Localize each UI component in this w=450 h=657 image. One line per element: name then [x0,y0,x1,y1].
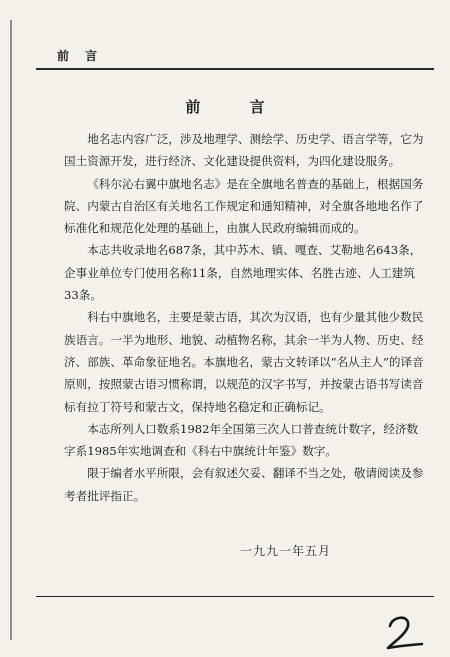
body-text [64,128,424,507]
paragraph: 限于编者水平所限，会有叙述欠妥、翻译不当之处，敬请阅读及参考者批评指正。 [64,466,424,503]
paragraph: 《科尔沁右翼中旗地名志》是在全旗地名普查的基础上，根据国务院、内蒙古自治区有关地名工作规定和通知精神，对全旗各地地名作了标准化和规范化处理的基础上，由旗人民政府编辑而成的。 [64,176,424,236]
header-rule [36,68,434,70]
date-line: 一九九一年五月 [240,544,332,558]
handwritten-page-number [384,612,426,652]
page-title: 前 言 [185,98,287,116]
footer-rule [36,596,434,597]
paragraph: 本志所列人口数系1982年全国第三次人口普查统计数字，经济数字系1985年实地调查和《科右中旗统计年鉴》数字。 [64,421,419,459]
paragraph: 本志共收录地名687条，其中苏木、镇、嘎查、艾勒地名643条，企事业单位专门使用名称11条，自然地理实体、名胜古迹、人工建筑33条。 [64,243,422,303]
paragraph: 地名志内容广泛，涉及地理学、测绘学、历史学、语言学等，它为国土资源开发，进行经济、文化建设提供资料，为四化建设服务。 [64,132,424,169]
running-header: 前 言 [57,49,104,63]
paragraph: 科右中旗地名，主要是蒙古语，其次为汉语，也有少量其他少数民族语言。一半为地形、地貌、动植物名称，其余一半为人物、历史、经济、部族、革命象征地名。本旗地名，蒙古文转译以“名从主人”的译音原则，按照蒙古语习惯称谓，以规范的汉字书写，并按蒙古语书写读音标有拉丁符号和蒙古文，保持地名稳定和正确标记。 [64,310,424,414]
